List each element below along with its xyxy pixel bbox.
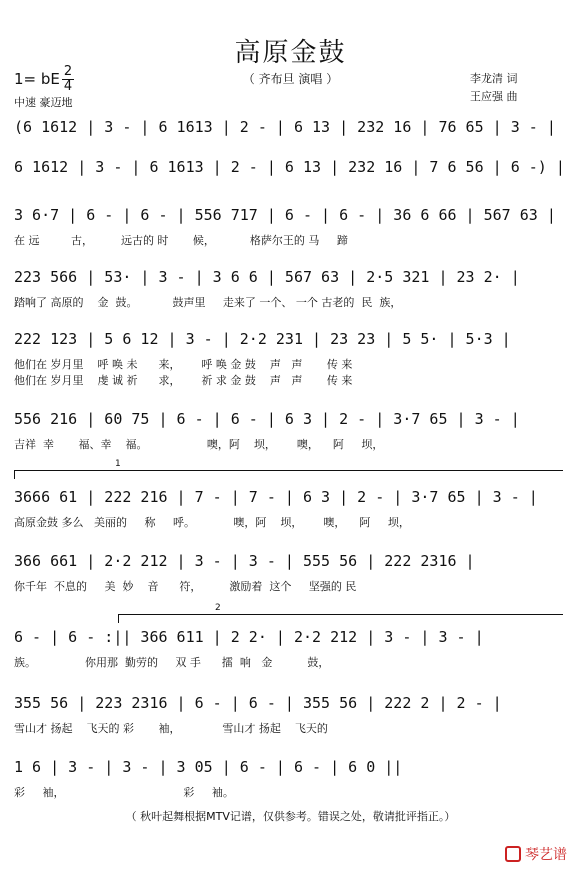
score-row-4: 223 566 | 53· | 3 - | 3 6 6 | 567 63 | 2·5 321 | 23 2· | [14,268,520,286]
score-row-1: (6 1612 | 3 - | 6 1613 | 2 - | 6 13 | 232 16 | 76 65 | 3 - | [14,118,556,136]
lyric-row-6: 吉祥 幸 福、幸 福。 噢，阿 坝， 噢， 阿 坝， [14,438,384,451]
song-title: 高原金鼓 [234,38,347,68]
volta-bracket-1 [14,459,563,479]
lyric-row-10: 雪山才 扬起 飞天的 彩 袖， 雪山才 扬起 飞天的 [14,722,328,735]
score-row-5: 222 123 | 5 6 12 | 3 - | 2·2 231 | 23 23 | 5 5· | 5·3 | [14,330,511,348]
score-row-3: 3 6·7 | 6 - | 6 - | 556 717 | 6 - | 6 - | 36 6 66 | 567 63 | [14,206,556,224]
time-signature [62,66,74,93]
volta-number-1: 1 [115,459,121,469]
lyric-row-5a: 他们在 岁月里 呼 唤 未 来， 呼 唤 金 鼓 声 声 传 来 [14,358,353,371]
score-row-8: 366 661 | 2·2 212 | 3 - | 3 - | 555 56 | 222 2316 | [14,552,475,570]
volta-bracket-2 [118,603,563,623]
volta-number-2: 2 [215,603,221,613]
composer-credit: 王应强 曲 [470,90,518,103]
score-row-7: 3666 61 | 222 216 | 7 - | 7 - | 6 3 | 2 - | 3·7 65 | 3 - | [14,488,538,506]
score-row-11: 1 6 | 3 - | 3 - | 3 05 | 6 - | 6 - | 6 0 || [14,758,403,776]
footer-note: （ 秋叶起舞根据MTV记谱，仅供参考。错误之处，敬请批评指正。） [125,810,456,823]
lyricist-credit: 李龙清 词 [470,72,518,85]
score-row-9: 6 - | 6 - :|| 366 611 | 2 2· | 2·2 212 | 3 - | 3 - | [14,628,484,646]
lyric-row-8: 你千年 不息的 美 妙 音 符， 激励着 这个 坚强的 民 [14,580,357,593]
meter-bottom: 4 [63,79,73,94]
site-logo [505,844,567,864]
singer-credit: （ 齐布旦 演唱 ） [242,72,339,86]
tempo-marking: 中速 豪迈地 [14,96,73,109]
meter-top: 2 [63,64,73,79]
key-signature: 1= bE [14,70,60,88]
score-row-6: 556 216 | 60 75 | 6 - | 6 - | 6 3 | 2 - | 3·7 65 | 3 - | [14,410,520,428]
logo-text: 琴艺谱 [525,847,567,863]
logo-mark-icon [505,846,521,862]
lyric-row-5b: 他们在 岁月里 虔 诚 祈 求， 祈 求 金 鼓 声 声 传 来 [14,374,353,387]
lyric-row-4: 踏响了 高原的 金 鼓。 鼓声里 走来了 一个、 一个 古老的 民 族， [14,296,402,309]
score-row-10: 355 56 | 223 2316 | 6 - | 6 - | 355 56 | 222 2 | 2 - | [14,694,502,712]
lyric-row-7: 高原金鼓 多么 美丽的 称 呼。 噢，阿 坝， 噢， 阿 坝， [14,516,410,529]
score-row-2: 6 1612 | 3 - | 6 1613 | 2 - | 6 13 | 232 16 | 7 6 56 | 6 -) | [14,158,565,176]
lyric-row-11: 彩 袖， 彩 袖。 [14,786,234,799]
lyric-row-9: 族。 你用那 勤劳的 双 手 擂 响 金 鼓， [14,656,330,669]
lyric-row-3: 在 远 古， 远古的 时 候， 格萨尔王的 马 蹄 [14,234,348,247]
